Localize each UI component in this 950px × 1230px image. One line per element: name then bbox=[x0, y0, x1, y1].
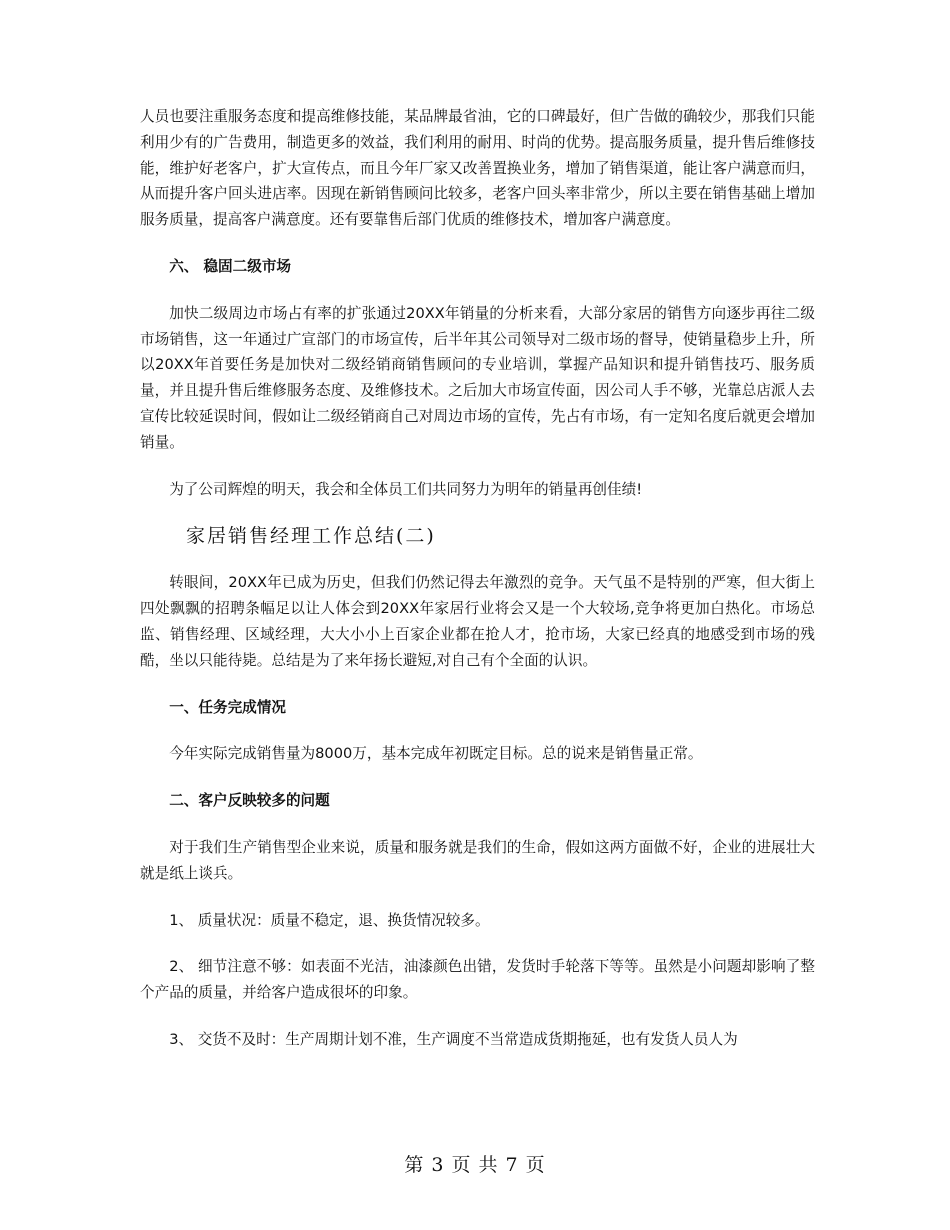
body-paragraph: 转眼间，20XX年已成为历史，但我们仍然记得去年激烈的竞争。天气虽不是特别的严寒，但大街上四处飘飘的招聘条幅足以让人体会到20XX年家居行业将会又是一个大较场,竞争将更加白热化。市场总监、销售经理、区域经理，大大小小上百家企业都在抢人才，抢市场，大家已经真的地感受到市场的残酷，坐以只能待毙。总结是为了来年扬长避短,对自己有个全面的认识。 bbox=[140, 574, 815, 669]
body-paragraph: 今年实际完成销售量为8000万，基本完成年初既定目标。总的说来是销售量正常。 bbox=[169, 745, 703, 763]
body-paragraph: 人员也要注重服务态度和提高维修技能，某品牌最省油，它的口碑最好，但广告做的确较少，那我们只能利用少有的广告费用，制造更多的效益，我们利用的耐用、时尚的优势。提高服务质量，提升售后维修技能，维护好老客户，扩大宣传点，而且今年厂家又改善置换业务，增加了销售渠道，能让客户满意而归，从而提升客户回头进店率。因现在新销售顾问比较多，老客户回头率非常少，所以主要在销售基础上增加服务质量，提高客户满意度。还有要靠售后部门优质的维修技术，增加客户满意度。 bbox=[140, 108, 815, 229]
section-heading: 六、 稳固二级市场 bbox=[169, 257, 292, 275]
page-number: 第 3 页 共 7 页 bbox=[404, 1154, 546, 1176]
body-paragraph: 对于我们生产销售型企业来说，质量和服务就是我们的生命，假如这两方面做不好，企业的进展壮大就是纸上谈兵。 bbox=[140, 838, 815, 882]
document-body bbox=[140, 104, 815, 1053]
body-paragraph: 为了公司辉煌的明天，我会和全体员工们共同努力为明年的销量再创佳绩! bbox=[169, 480, 643, 498]
section-heading: 二、客户反映较多的问题 bbox=[169, 792, 330, 810]
body-paragraph: 加快二级周边市场占有率的扩张通过20XX年销量的分析来看，大部分家居的销售方向逐步再往二级市场销售，这一年通过广宣部门的市场宣传，后半年其公司领导对二级市场的督导，使销量稳步上升，所以20XX年首要任务是加快对二级经销商销售顾问的专业培训，掌握产品知识和提升销售技巧、服务质量，并且提升售后维修服务态度、及维修技术。之后加大市场宣传面，因公司人手不够，光靠总店派人去宣传比较延误时间，假如让二级经销商自己对周边市场的宣传，先占有市场，有一定知名度后就更会增加销量。 bbox=[140, 304, 815, 451]
list-item: 3、 交货不及时：生产周期计划不准，生产调度不当常造成货期拖延，也有发货人员人为 bbox=[169, 1030, 738, 1048]
section-heading: 一、任务完成情况 bbox=[169, 698, 286, 716]
list-item: 2、 细节注意不够：如表面不光洁，油漆颜色出错，发货时手轮落下等等。虽然是小问题却影响了整个产品的质量，并给客户造成很坏的印象。 bbox=[140, 958, 815, 1002]
list-item: 1、 质量状况：质量不稳定，退、换货情况较多。 bbox=[169, 911, 490, 929]
document-title: 家居销售经理工作总结(二) bbox=[186, 525, 436, 548]
